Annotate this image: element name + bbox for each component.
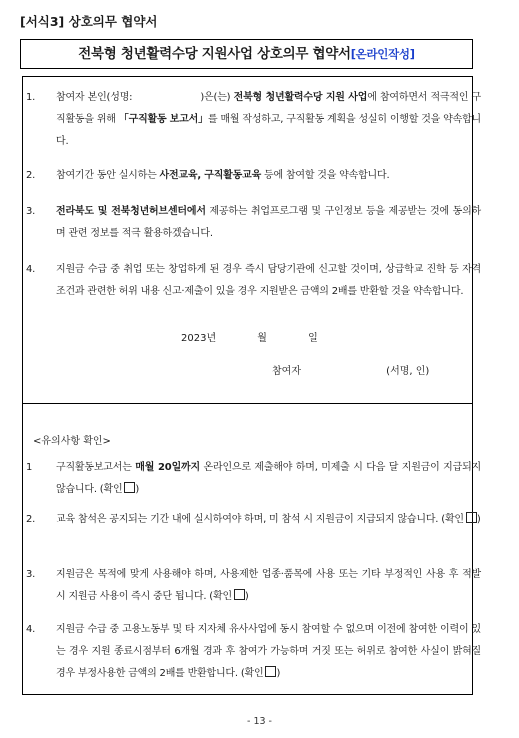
notice-item-1: 1 구직활동보고서는 매월 20일까지 온라인으로 제출해야 하며, 미제출 시 다음 달 지원금이 지급되지 않습니다. (확인 ) [26,462,481,495]
notice-item-4: 4. 지원금 수급 중 고용노동부 및 타 지자체 유사사업에 동시 참여할 수 없으며 이전에 참여한 이력이 있는 경우 지원 종료시점부터 6개월 경과 후 참여가 가능하며 거짓 또는 허위로 참여한 사실이 밝혀질 경우 부정사용한 금액의 2배를 반환합니다. (확인 ) [26,624,481,679]
confirm-checkbox-2[interactable] [466,512,477,523]
confirm-checkbox-1[interactable] [124,482,135,493]
notice-heading: <유의사항 확인> [33,436,111,447]
signature-line [272,362,429,377]
pledge-item-2: 2. 참여기간 동안 실시하는 사전교육, 구직활동교육 등에 참여할 것을 약속합니다. [26,170,390,181]
date-day[interactable]: 일 [308,333,318,344]
title-main: 전북형 청년활력수당 지원사업 상호의무 협약서 [78,46,351,62]
notice-item-3: 3. 지원금은 목적에 맞게 사용해야 하며, 사용제한 업종·품목에 사용 또는 기타 부정적인 사용 후 적발 시 지원금 사용이 즉시 중단 됩니다. (확인 ) [26,569,481,602]
date-month[interactable]: 월 [257,333,267,344]
section-divider [23,403,472,404]
pledge-item-4: 4. 지원금 수급 중 취업 또는 창업하게 된 경우 즉시 담당기관에 신고할 것이며, 상급학교 진학 등 자격조건과 관련한 허위 내용 신고·제출이 있을 경우 지원받은 금액의 2배를 반환할 것을 약속합니다. [26,264,481,297]
pledge-item-3: 3. 전라북도 및 전북청년허브센터에서 제공하는 취업프로그램 및 구인정보 등을 제공받는 것에 동의하며 관련 정보를 적극 활용하겠습니다. [26,206,481,239]
confirm-checkbox-3[interactable] [234,589,245,600]
agreement-box [22,76,482,695]
online-tag: [온라인작성] [350,47,415,61]
date-line [181,329,318,344]
form-label: [서식3] 상호의무 협약서 [20,14,158,29]
document-title [20,39,473,69]
confirm-checkbox-4[interactable] [265,666,276,677]
notice-item-2: 2. 교육 참석은 공지되는 기간 내에 실시하여야 하며, 미 참석 시 지원금이 지급되지 않습니다. (확인 ) [26,514,481,525]
participant-label: 참여자 [272,366,301,377]
date-year: 2023년 [181,333,217,344]
signature-hint[interactable]: (서명, 인) [386,366,430,377]
pledge-item-1: 1. 참여자 본인(성명: )은(는) 전북형 청년활력수당 지원 사업에 참여하면서 적극적인 구직활동을 위해 「구직활동 보고서」를 매월 작성하고, 구직활동 계획을 성실히 이행할 것을 약속합니다. [26,92,482,147]
page-number: - 13 - [247,716,272,727]
